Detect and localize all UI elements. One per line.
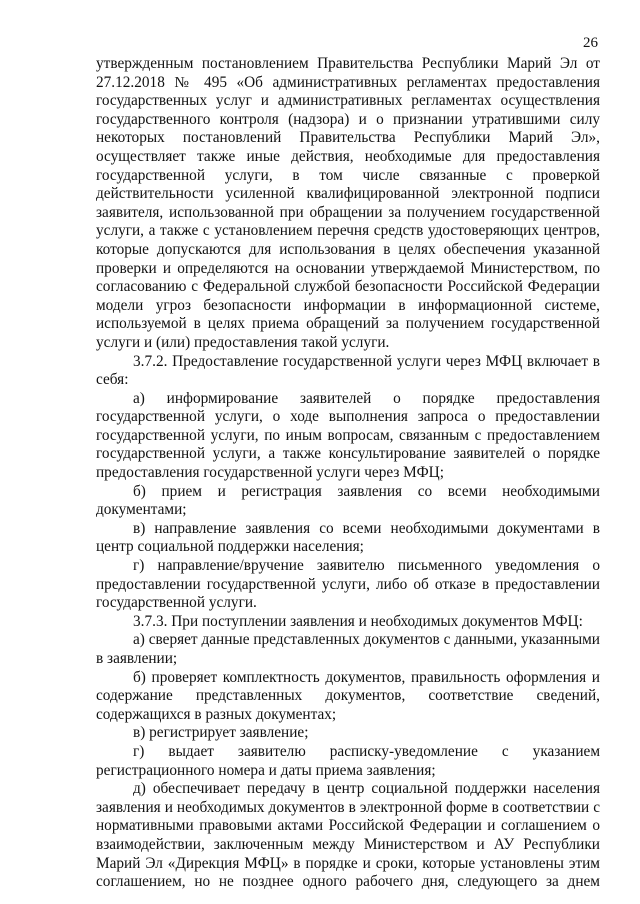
body-text [96,55,600,892]
list-item-b-check-completeness: б) проверяет комплектность документов, правильность оформления и содержание представленных документов, соответствие сведений, содержащихся в разных документах; [96,668,600,723]
list-item-b-reception: б) прием и регистрация заявления со всеми необходимыми документами; [96,482,600,519]
list-item-a-informing: а) информирование заявителей о порядке предоставления государственной услуги, о ходе выполнения запроса о предоставлении государственной услуги, по иным вопросам, связанным с предоставлением государственной услуги, а также консультирование заявителей о порядке предоставления государственной услуги через МФЦ; [96,389,600,482]
paragraph-3-7-2: 3.7.2. Предоставление государственной услуги через МФЦ включает в себя: [96,352,600,389]
list-item-d-transfer: д) обеспечивает передачу в центр социальной поддержки населения заявления и необходимых документов в электронной форме в соответствии с нормативными правовыми актами Российской Федерации и соглашением о взаимодействии, заключенным между Министерством и АУ Республики Марий Эл «Дирекция МФЦ» в порядке и сроки, которые установлены этим соглашением, но не позднее одного рабочего дня, следующего за днем [96,780,600,891]
paragraph-3-7-3: 3.7.3. При поступлении заявления и необходимых документов МФЦ: [133,612,583,630]
list-item-g-receipt: г) выдает заявителю расписку-уведомление с указанием регистрационного номера и даты приема заявления; [96,742,600,779]
list-item-a-verify: а) сверяет данные представленных документов с данными, указанными в заявлении; [96,631,600,667]
list-item-g-notification: г) направление/вручение заявителю письменного уведомления о предоставлении государственной услуги, либо об отказе в предоставлении государственной услуги. [96,557,600,612]
list-item-v-register: в) регистрирует заявление; [133,724,309,742]
paragraph-continuation: утвержденным постановлением Правительства Республики Марий Эл от 27.12.2018 № 495 «Об административных регламентах предоставления государственных услуг и административных регламентах осуществления государственного контроля (надзора) и о признании утратившими силу некоторых постановлений Правительства Республики Марий Эл», осуществляет также иные действия, необходимые для предоставления государственной услуги, в том числе связанные с проверкой действительности усиленной квалифицированной электронной подписи заявителя, использованной при обращении за получением государственной услуги, а также с установлением перечня средств удостоверяющих центров, которые допускаются для использования в целях обеспечения указанной проверки и определяются на основании утверждаемой Министерством, по согласованию с Федеральной службой безопасности Российской Федерации модели угроз безопасности информации в информационной системе, используемой в целях приема обращений за получением государственной услуги и (или) предоставления такой услуги. [96,55,600,351]
page-number: 26 [583,35,598,51]
list-item-v-forwarding: в) направление заявления со всеми необходимыми документами в центр социальной поддержки населения; [96,519,600,556]
